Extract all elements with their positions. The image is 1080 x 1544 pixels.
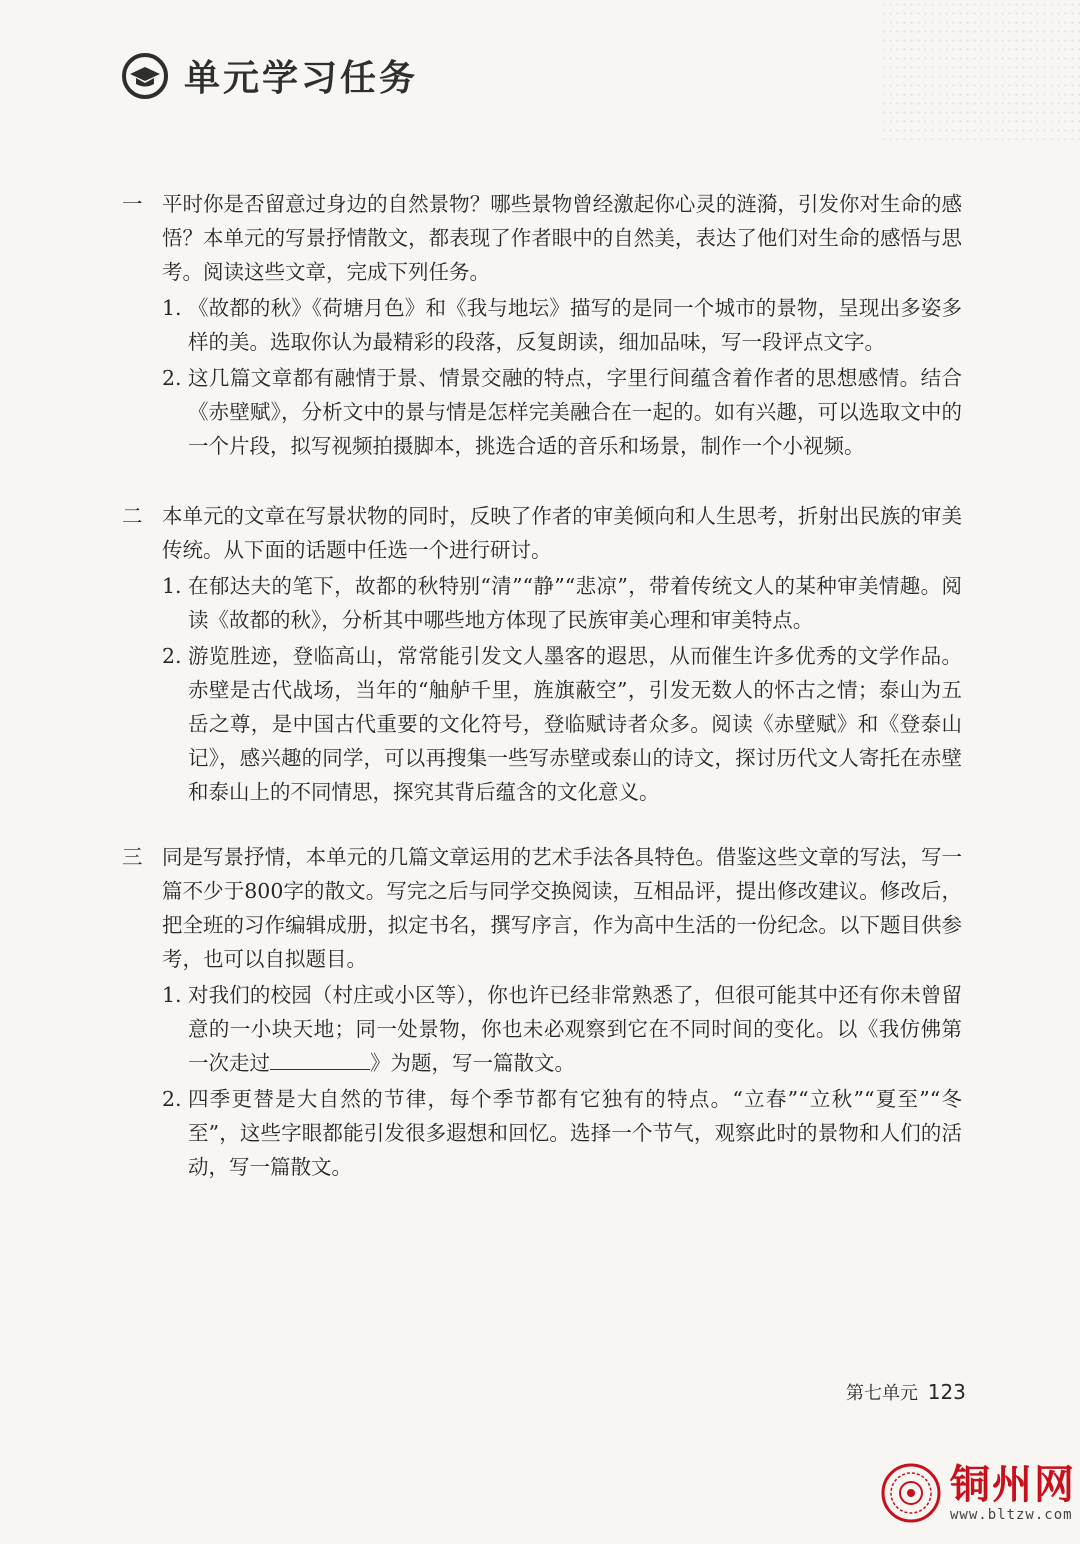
list-item <box>162 291 962 359</box>
scan-speckle <box>880 0 1080 140</box>
list-item <box>162 978 962 1080</box>
watermark-seal-icon <box>880 1462 942 1524</box>
section-intro: 平时你是否留意过身边的自然景物？哪些景物曾经激起你心灵的涟漪，引发你对生命的感悟？本单元的写景抒情散文，都表现了作者眼中的自然美，表达了他们对生命的感悟与思考。阅读这些文章，完成下列任务。 <box>162 192 962 284</box>
page-footer <box>846 1379 966 1405</box>
item-text-after: 》为题，写一篇散文。 <box>370 1051 575 1075</box>
page-title: 单元学习任务 <box>184 58 419 99</box>
section-number: 三 <box>122 845 143 869</box>
page-number: 123 <box>927 1380 966 1404</box>
task-section-2 <box>122 499 962 809</box>
task-section-3 <box>122 840 962 1184</box>
item-number: 2. <box>162 366 182 390</box>
list-item <box>162 361 962 463</box>
graduation-cap-icon <box>122 53 168 99</box>
item-number: 1. <box>162 574 182 598</box>
item-number: 1. <box>162 296 182 320</box>
section-number: 二 <box>122 504 143 528</box>
item-text: 《故都的秋》《荷塘月色》和《我与地坛》描写的是同一个城市的景物，呈现出多姿多样的美。选取你认为最精彩的段落，反复朗读，细加品味，写一段评点文字。 <box>188 296 962 354</box>
section-number: 一 <box>122 192 143 216</box>
watermark-name: 铜州网 <box>950 1462 1076 1508</box>
task-section-1 <box>122 187 962 463</box>
item-text-before: 对我们的校园（村庄或小区等），你也许已经非常熟悉了，但很可能其中还有你未曾留意的一小块天地；同一处景物，你也未必观察到它在不同时间的变化。以《我仿佛第一次走过 <box>188 983 962 1075</box>
item-text: 这几篇文章都有融情于景、情景交融的特点，字里行间蕴含着作者的思想感情。结合《赤壁赋》，分析文中的景与情是怎样完美融合在一起的。如有兴趣，可以选取文中的一个片段，拟写视频拍摄脚本，挑选合适的音乐和场景，制作一个小视频。 <box>188 366 962 458</box>
section-intro: 同是写景抒情，本单元的几篇文章运用的艺术手法各具特色。借鉴这些文章的写法，写一篇不少于800字的散文。写完之后与同学交换阅读，互相品评，提出修改建议。修改后，把全班的习作编辑成册，拟定书名，撰写序言，作为高中生活的一份纪念。以下题目供参考，也可以自拟题目。 <box>162 845 962 971</box>
item-number: 2. <box>162 644 182 668</box>
item-text: 游览胜迹，登临高山，常常能引发文人墨客的遐思，从而催生许多优秀的文学作品。赤壁是古代战场，当年的“舳舻千里，旌旗蔽空”，引发无数人的怀古之情；泰山为五岳之尊，是中国古代重要的文化符号，登临赋诗者众多。阅读《赤壁赋》和《登泰山记》，感兴趣的同学，可以再搜集一些写赤壁或泰山的诗文，探讨历代文人寄托在赤壁和泰山上的不同情思，探究其背后蕴含的文化意义。 <box>188 644 962 804</box>
list-item <box>162 639 962 809</box>
item-number: 1. <box>162 983 182 1007</box>
item-text <box>188 978 962 1080</box>
item-text: 四季更替是大自然的节律，每个季节都有它独有的特点。“立春”“立秋”“夏至”“冬至”，这些字眼都能引发很多遐想和回忆。选择一个节气，观察此时的景物和人们的活动，写一篇散文。 <box>188 1087 962 1179</box>
item-number: 2. <box>162 1087 182 1111</box>
unit-label: 第七单元 <box>846 1383 918 1404</box>
section-intro: 本单元的文章在写景状物的同时，反映了作者的审美倾向和人生思考，折射出民族的审美传统。从下面的话题中任选一个进行研讨。 <box>162 504 962 562</box>
list-item <box>162 1082 962 1184</box>
watermark-url: www.bltzw.com <box>950 1507 1073 1523</box>
fill-in-blank <box>270 1047 370 1070</box>
item-text: 在郁达夫的笔下，故都的秋特别“清”“静”“悲凉”，带着传统文人的某种审美情趣。阅读《故都的秋》，分析其中哪些地方体现了民族审美心理和审美特点。 <box>188 574 962 632</box>
watermark <box>880 1462 1076 1524</box>
page-header <box>122 50 418 101</box>
list-item <box>162 569 962 637</box>
